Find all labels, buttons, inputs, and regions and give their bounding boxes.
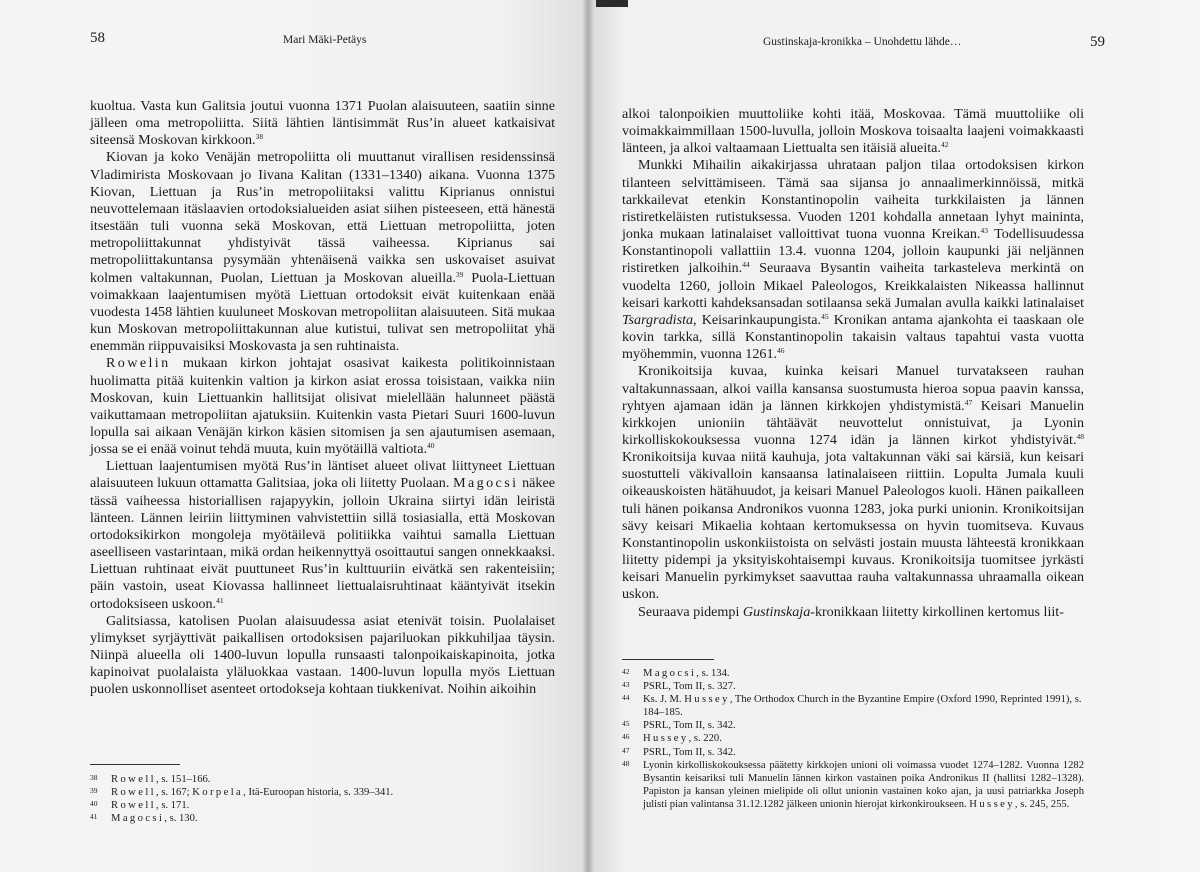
running-head: Gustinskaja-kronikka – Unohdettu lähde… — [763, 36, 962, 48]
body-text — [622, 106, 1084, 621]
footnote: 40 Rowell, s. 171. — [90, 799, 190, 812]
italic-term: Tsargradista — [622, 311, 694, 328]
paragraph: Liettuan laajentumisen myötä Rus’in läntiset alueet olivat liittyneet Liettuan alaisuuteen lukuun ottamatta Galitsiaa, joka oli liitetty Puolaan. Magocsi näkee tässä vaiheessa historiallisen rajapyykin, jolloin Ukraina siirtyi idän leiristä länteen. Lännen leiriin liittyminen vahvistettiin sillä tosiasialla, että Moskovan ortodoksikirkon mongoleja myötäilevä politiikka vaihtui samalla Liettuan aseelliseen vastarintaan, mikä ordan heikennyttyä osoittautui sangen onnekkaaksi. Liettuan ruhtinaat eivät puuttuneet Rus’in kulttuuriin eivätkä sen rakenteisiin; päin vastoin, useat Kiovassa hallinneet liettualaisruhtinaat kääntyivät itsekin ortodoksiseen uskoon.$^{41}$ — [90, 458, 555, 612]
footnote-rule — [90, 764, 180, 765]
author-name: Magocsi — [453, 475, 519, 492]
paragraph: Seuraava pidempi Gustinskaja-kronikkaan liitetty kirkollinen kertomus liit- — [638, 603, 1064, 620]
note-ref: 47 — [964, 397, 973, 407]
note-ref: 48 — [1076, 431, 1084, 441]
footnote: 41 Magocsi, s. 130. — [90, 812, 198, 825]
note-ref: 43 — [980, 226, 988, 236]
note-ref: 44 — [742, 260, 750, 270]
note-ref: 38 — [255, 132, 264, 142]
book-gutter-shadow — [582, 0, 594, 872]
footnote: 44 Ks. J. M. Hussey, The Orthodox Church in the Byzantine Empire (Oxford 1990, Reprinted 1991), s. 184–185. — [622, 693, 1082, 719]
footnotes — [90, 773, 555, 825]
scan-edge-mark — [596, 0, 628, 7]
running-head: Mari Mäki-Petäys — [283, 34, 367, 46]
paragraph: Galitsiassa, katolisen Puolan alaisuudessa asiat etenivät toisin. Puolalaiset ylimykset syrjäyttivät paikallisen ortodoksisen pajariluokan pikkuhiljaa täysin. Niinpä alueella oli 1400-luvun lopulla runsaasti talonpoikaiskapinoita, jotka kapinoivat puolalaista yläluokkaa vastaan. 1400-luvun lopulla myös Liettuan puolen uskonnolliset asenteet ortodokseja kohtaan tiukkenivat. Noihin aikoihin — [90, 612, 555, 698]
note-ref: 39 — [455, 269, 464, 279]
footnote: 46 Hussey, s. 220. — [622, 732, 722, 745]
footnote: 48 Lyonin kirkolliskokouksessa päätetty kirkkojen unioni oli voimassa vuodet 1274–1282. Vuonna 1282 Bysantin keisariksi tuli Manuelin lännen kirkon vastainen poika Andronikus II (hallitsi 1282–1328). Papiston ja kansan yleinen mielipide oli ollut unionin vastainen koko ajan, ja uusi patriarkka Joseph julisti pian valintansa 31.12.1282 jälkeen unionin hierojat kirkonkiroukseen. Hussey, s. 245, 255. — [622, 758, 1084, 810]
page-number: 58 — [90, 30, 105, 46]
author-name: Rowelin — [106, 355, 171, 372]
footnote: 43 PSRL, Tom II, s. 327. — [622, 680, 736, 693]
note-ref: 46 — [777, 346, 785, 356]
footnotes — [622, 667, 1084, 811]
footnote: 38 Rowell, s. 151–166. — [90, 773, 211, 785]
body-text — [90, 98, 555, 698]
note-ref: 42 — [940, 140, 949, 150]
left-page — [0, 0, 588, 872]
paragraph: alkoi talonpoikien muuttoliike kohti itää, Moskovaa. Tämä muuttoliike oli voimakkaimmillaan 1500-luvulla, jolloin Moskova toisaalta laajeni voimakkaasti länteen, ja alkoi valtaamaan Liettualta sen itäisiä alueita.$^{42}$ — [622, 106, 1084, 157]
paragraph: Rowelin mukaan kirkon johtajat osasivat kaikesta politikoinnistaan huolimatta pitää kuitenkin valtion ja kirkon asiat erossa toisistaan, vaikka niin Moskovan, kuin Liettuankin hallitsijat olisivat mielellään halunneet päästä vaikuttamaan metropoliitan ajatuksiin. Kuitenkin vasta Pietari Suuri 1600-luvun lopulla sai aikaan Venäjän kirkon käsien sitomisen ja sen ajautumisen asemaan, jossa se ei enää voinut tehdä muuta, kuin myötäillä valtiota.$^{40}$ — [90, 355, 555, 458]
italic-term: Gustinskaja — [742, 603, 811, 620]
footnote-rule — [622, 659, 714, 660]
note-ref: 41 — [216, 595, 224, 605]
paragraph: Kronikoitsija kuvaa, kuinka keisari Manuel turvatakseen rauhan valtakunnassaan, alkoi vailla kansansa suostumusta hieroa sopua paavin kanssa, ryhtyen ajamaan idän ja lännen kirkkojen yhdistymistä.$^{47}$ Keisari Manuelin kirkkojen unioniin tähtäävät neuvottelut onnistuivat, ja Lyonin kirkolliskokouksessa vuonna 1274 idän ja lännen kirkot yhdistyivät.$^{48}$ Kronikoitsija kuvaa niitä kauhuja, jota valtakunnan väki sai kärsiä, kun keisari suostutteli väkivalloin kansaansa latinalaiseen riittiin. Lopulta Jumala kuuli oikeauskoisten hätähuudot, ja keisari Manuel Paleologos kuoli. Hänen paikalleen tuli hänen poikansa Andronikos vuonna 1283, joka purki unionin. Kronikoitsijan sävy keisari Mikaelia kohtaan kertomuksessa on hyvin tuomitseva. Kuvaus Konstantinopolin uskonkiistoista on selvästi jostain muusta lähteestä kronikkaan liitetty pidempi ja yksityiskohtaisempi kuvaus. Kronikoitsija tuomitsee jyrkästi keisari Manuelin pyrkimykset saavuttaa rauha valtakunnassa uhraamalla oikean uskon. — [622, 363, 1084, 603]
footnote: 39 Rowell, s. 167; Korpela, Itä-Euroopan historia, s. 339–341. — [90, 786, 394, 799]
footnote: 47 PSRL, Tom II, s. 342. — [622, 745, 736, 758]
note-ref: 45 — [821, 311, 829, 321]
footnote: 42 Magocsi, s. 134. — [622, 667, 730, 679]
page-number: 59 — [1090, 34, 1105, 50]
right-page — [588, 0, 1200, 872]
note-ref: 40 — [427, 441, 435, 451]
paragraph: Kiovan ja koko Venäjän metropoliitta oli muuttanut virallisen residenssinsä Vladimirista Moskovaan jo Iivana Kalitan (1331–1340) aikana. Vuonna 1375 Kiovan, Liettuan ja Rus’in metropoliitaksi valittu Kiprianus onnistui neuvottelemaan itäslaavien ortodoksialueiden asiat siihen pisteeseen, että hänestä itsestään tuli vuonna sekä Moskovan, että Liettuan metropoliitta, joten metropoliittakunnat yhdistyivät tässä vaiheessa. Kiprianus sai metropoliittakuntansa pysymään yhtenäisenä vaikka sen uskovaiset asuivat kolmen valtakunnan, Puolan, Liettuan ja Moskovan alueilla.$^{39}$ Puola-Liettuan voimakkaan laajentumisen myötä Liettuan ortodoksit eivät kuitenkaan enää vuodesta 1458 lähtien kuuluneet Moskovan metropoliitan alaisuuteen. Sitä mukaa kun Moskovan metropoliittakunnan alue kutistui, tulivat sen metropoliitat yhä enemmän riippuvaisiksi Moskovasta ja sen ruhtinaista. — [90, 149, 555, 355]
paragraph: kuoltua. Vasta kun Galitsia joutui vuonna 1371 Puolan alaisuuteen, saatiin sinne jälleen oma metropoliitta. Siitä lähtien läntisimmät Rus’in alueet katkaisivat siteensä Moskovan kirkkoon.$^{38}$ — [90, 98, 555, 149]
paragraph: Munkki Mihailin aikakirjassa uhrataan paljon tilaa ortodoksisen kirkon tilanteen selvittämiseen. Tämä saa sijansa jo annaalimerkinnöissä, mitkä tarkkailevat etenkin Konstantinopolin vaiheita turkkilaisten ja lännen ristiretkeläisten rutistuksessa. Vuoden 1201 kohdalla annetaan lyhyt maininta, jonka mukaan latinalaiset valloittivat tuona vuonna Kreikan.$^{43}$ Todellisuudessa Konstantinopoli vallattiin 13.4. vuonna 1204, jolloin kaupunki jäi neljännen ristiretken jalkoihin.$^{44}$ Seuraava Bysantin vaiheita tarkasteleva merkintä on vuodelta 1260, jolloin Mikael Paleologos, Kreikkalaisten Nikeassa hallinnut keisari karkotti kahdeksansadan sotilaansa sekä Jumalan avulla kaikki latinalaiset Tsargradista, Keisarinkaupungista.$^{45}$ Kronikan antama ajankohta ei taaskaan ole kovin tarkka, sillä Konstantinopolin takaisin valtaus tapahtui vasta vuotta myöhemmin, vuonna 1261.46 — [622, 157, 1085, 363]
footnote: 45 PSRL, Tom II, s. 342. — [622, 719, 736, 732]
